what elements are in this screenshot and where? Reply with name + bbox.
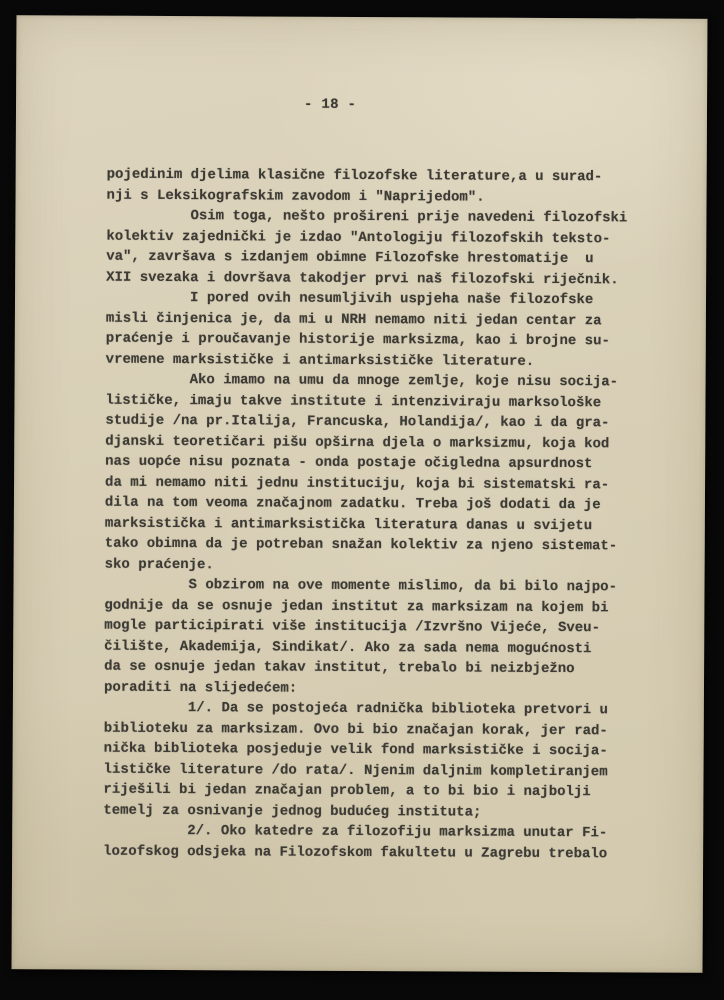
text-line: poraditi na slijedećem: (103, 679, 298, 697)
text-line: kolektiv zajednički je izdao "Antologiju filozofskih teksto- (106, 228, 611, 247)
text-line: lističke literature /do rata/. Njenim daljnim kompletiranjem (103, 761, 608, 780)
text-line: Osim toga, nešto prošireni prije navedeni filozofski (106, 207, 628, 227)
text-line: mogle participirati više institucija /Izvršno Vijeće, Sveu- (104, 617, 601, 637)
text-line: S obzirom na ove momente mislimo, da bi bilo najpo- (104, 576, 618, 596)
text-line: lozofskog odsjeka na Filozofskom fakultetu u Zagrebu trebalo (103, 843, 608, 862)
text-line: nas uopće nisu poznata - onda postaje očigledna apsurdnost (105, 453, 593, 473)
text-line: 2/. Oko katedre za filozofiju marksizma unutar Fi- (103, 822, 608, 842)
text-line: riješili bi jedan značajan problem, a to bi bio i najbolji (103, 781, 591, 801)
text-line: djanski teoretičari pišu opširna djela o marksizmu, koja kod (105, 433, 610, 452)
text-line: marksistička i antimarksistička literatura danas u svijetu (104, 515, 593, 534)
text-line: nji s Leksikografskim zavodom i "Naprijedom". (106, 187, 485, 206)
text-line: XII svezaka i dovršava takodjer prvi naš filozofski riječnik. (106, 269, 619, 288)
text-line: pojedinim djelima klasične filozofske literature,a u surad- (106, 166, 603, 186)
text-line: I pored ovih nesumljivih uspjeha naše filozofske (105, 289, 594, 309)
text-line: da se osnuje jedan takav institut, trebalo bi neizbježno (104, 658, 575, 678)
text-line: čilište, Akademija, Sindikat/. Ako za sada nema mogućnosti (104, 638, 592, 657)
text-line: da mi nemamo niti jednu instituciju, koja bi sistematski ra- (105, 474, 610, 493)
text-line: temelj za osnivanje jednog budućeg instituta; (103, 802, 482, 821)
page-body-text (103, 165, 652, 865)
text-line: godnije da se osnuje jedan institut za marksizam na kojem bi (104, 597, 609, 616)
text-line: lističke, imaju takve institute i intenziviraju marksološke (105, 392, 602, 411)
text-line: studije /na pr.Italija, Francuska, Holandija/, kao i da gra- (105, 412, 610, 432)
text-line: nička biblioteka posjeduje velik fond marksističke i socija- (103, 740, 608, 760)
text-line: misli činjenica je, da mi u NRH nemamo niti jedan centar za (105, 310, 602, 329)
text-line: va", završava s izdanjem obimne Filozofske hrestomatije u (106, 248, 594, 268)
text-line: vremene marksističke i antimarksističke literature. (105, 351, 535, 370)
page-number: - 18 - (303, 96, 357, 113)
text-line: praćenje i proučavanje historije marksizma, kao i brojne su- (105, 330, 610, 350)
text-line: 1/. Da se postojeća radnička biblioteka pretvori u (103, 699, 609, 719)
text-line: biblioteku za marksizam. Ovo bi bio značajan korak, jer rad- (103, 720, 608, 739)
text-line: tako obimna da je potreban snažan kolektiv za njeno sistemat- (104, 535, 618, 555)
text-line: Ako imamo na umu da mnoge zemlje, koje nisu socija- (105, 371, 619, 391)
text-line: dila na tom veoma značajnom zadatku. Treba još dodati da je (104, 494, 601, 514)
document-page (12, 15, 708, 973)
text-line: sko praćenje. (104, 556, 214, 573)
